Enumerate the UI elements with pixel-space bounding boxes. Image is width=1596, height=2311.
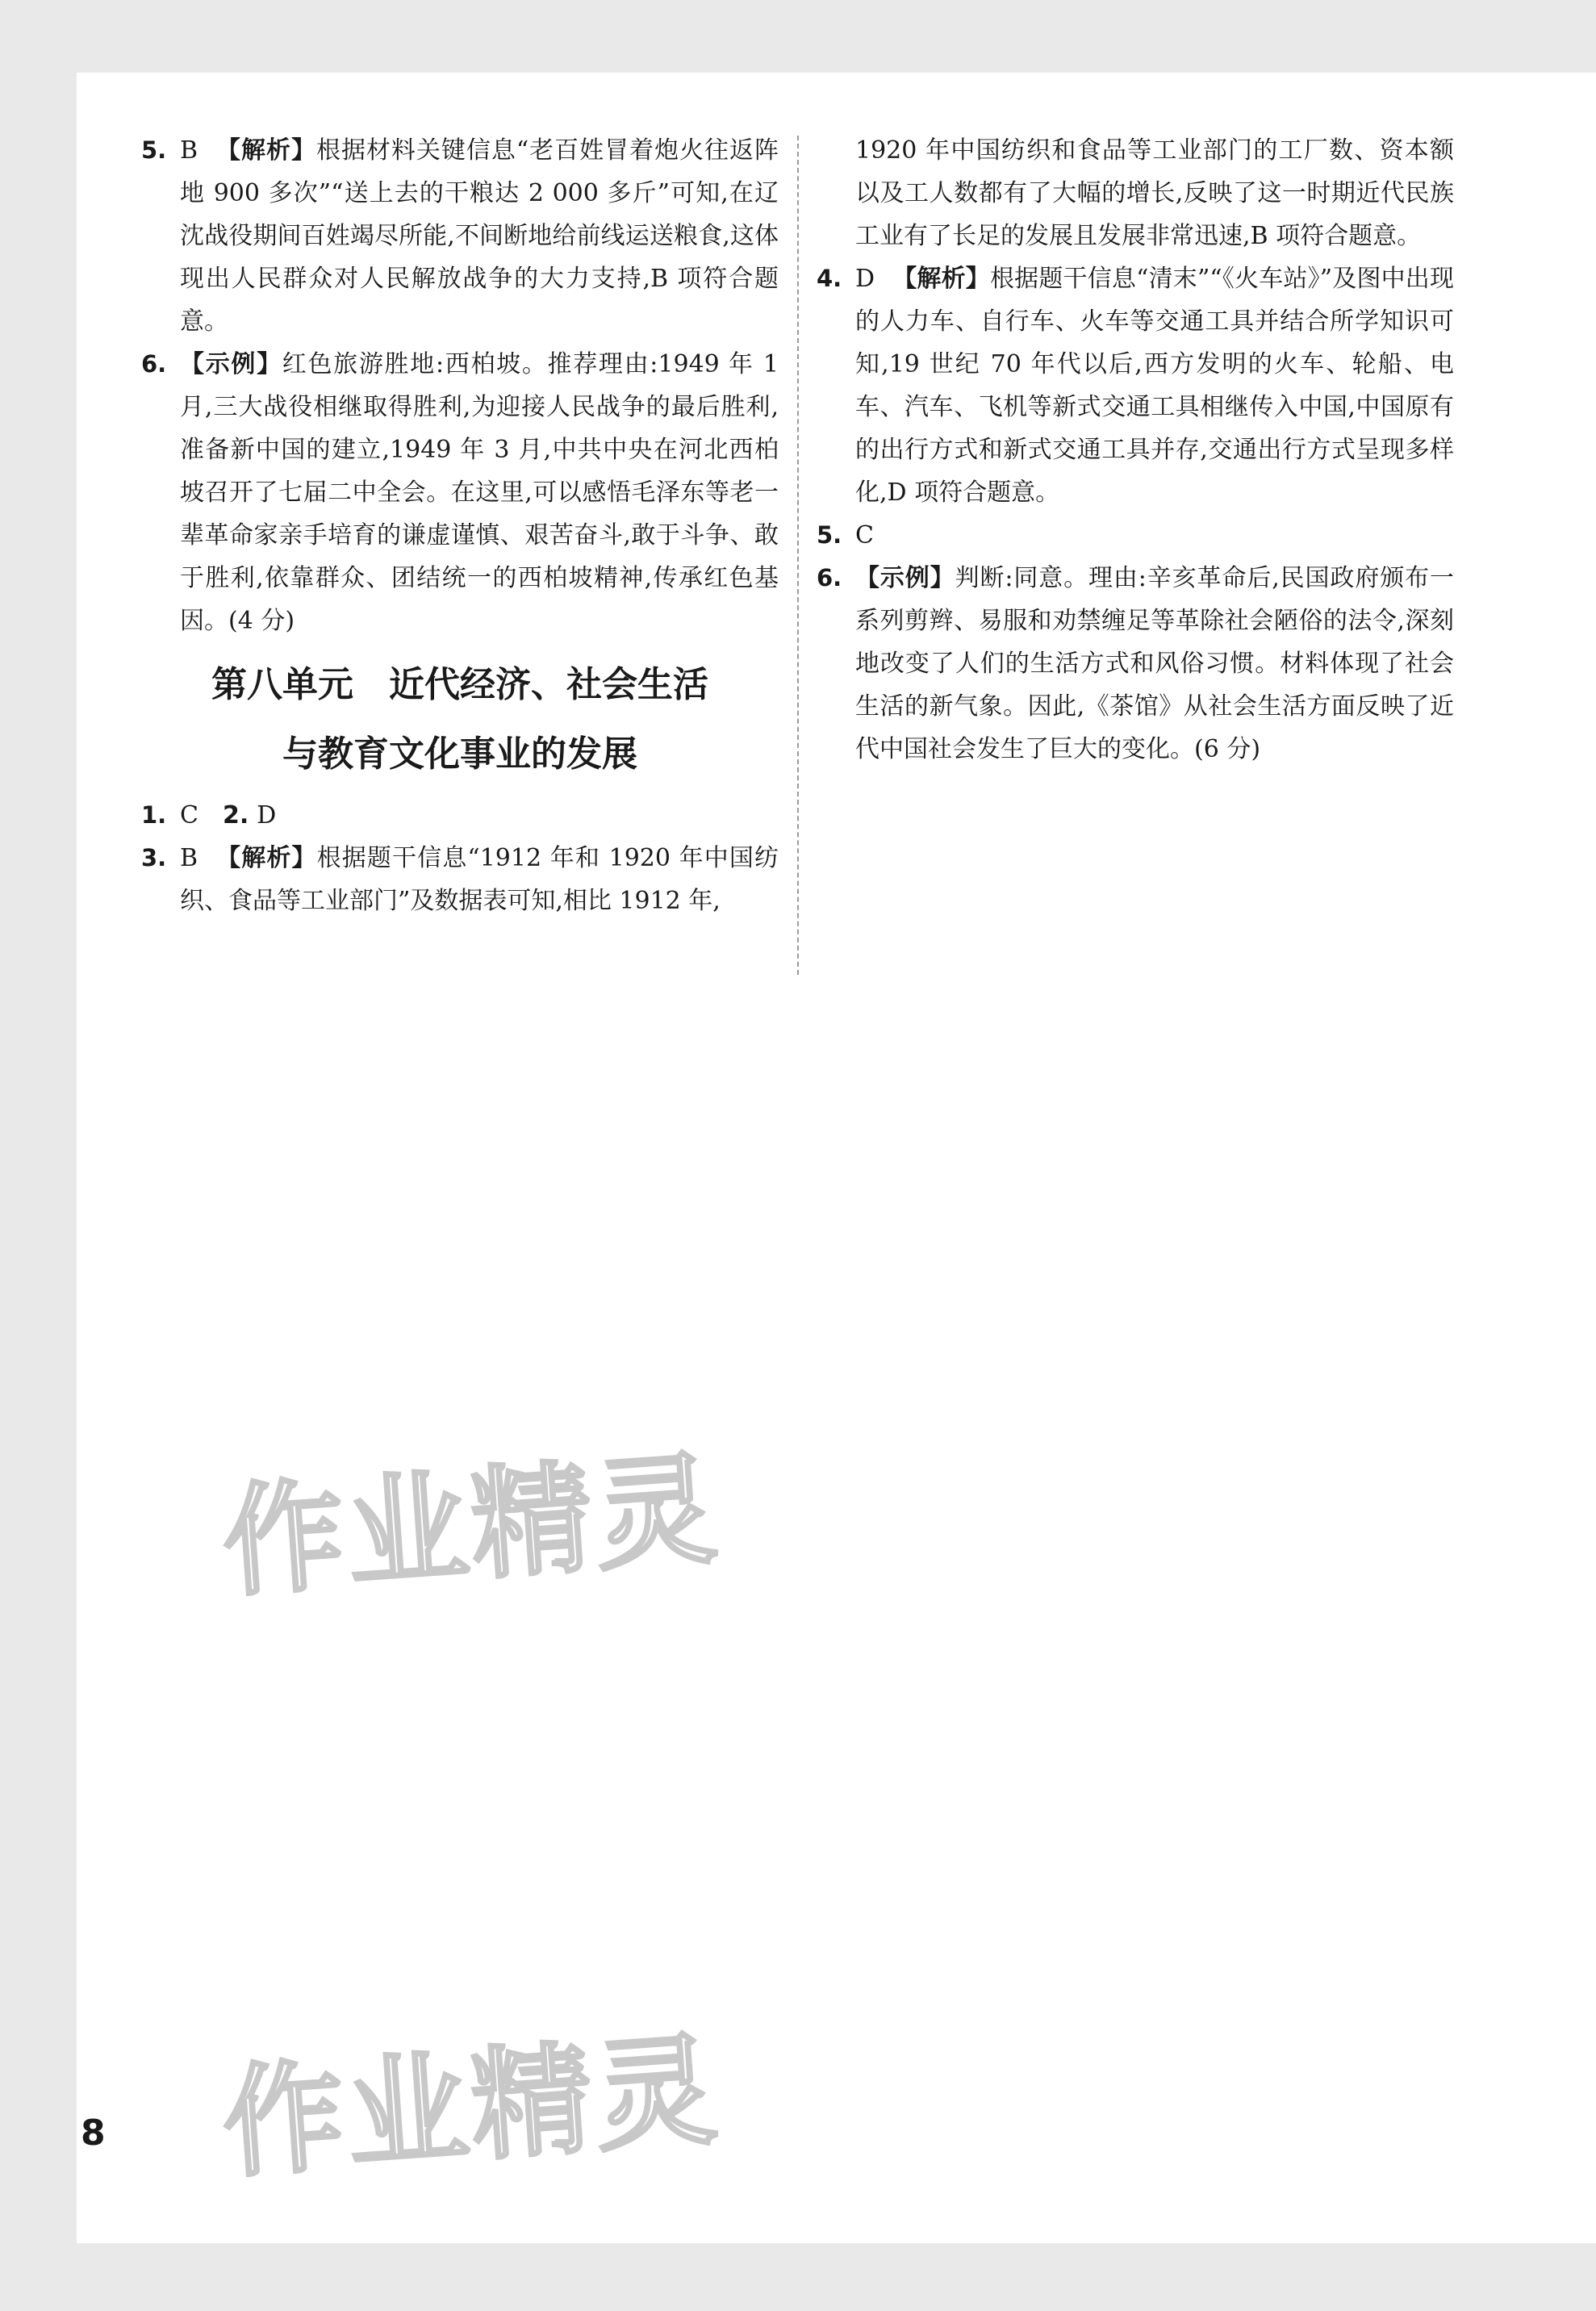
item-text: 红色旅游胜地:西柏坡。推荐理由:1949 年 1 月,三大战役相继取得胜利,为迎接人民战争的最后胜利,准备新中国的建立,1949 年 3 月,中共中央在河北西柏坡召开了七届二中全会。在这里,可以感悟毛泽东等老一辈革命家亲手培育的谦虚谨慎、艰苦奋斗,敢于斗争、敢于胜利,依靠群众、团结统一的西柏坡精神,传承红色基因。(4 分) xyxy=(180,350,779,635)
item-number: 6. xyxy=(817,564,842,591)
answer-item-5 xyxy=(817,514,1454,557)
answer-item-5 xyxy=(141,129,779,343)
watermark-logo: 作业精灵 xyxy=(218,2020,725,2196)
unit-title-line-1: 第八单元 近代经济、社会生活 xyxy=(211,664,708,705)
item-answer: B xyxy=(180,844,198,872)
answer-item-3-continued xyxy=(817,129,1454,257)
item-text: 根据题干信息“清末”“《火车站》”及图中出现的人力车、自行车、火车等交通工具并结合所学知识可知,19 世纪 70 年代以后,西方发明的火车、轮船、电车、汽车、飞机等新式交通工具相继传入中国,中国原有的出行方式和新式交通工具并存,交通出行方式呈现多样化,D 项符合题意。 xyxy=(855,265,1454,507)
item-answer: D xyxy=(257,801,277,830)
item-text: 判断:同意。理由:辛亥革命后,民国政府颁布一系列剪辫、易服和劝禁缠足等革除社会陋俗的法令,深刻地改变了人们的生活方式和风俗习惯。材料体现了社会生活的新气象。因此,《茶馆》从社会生活方面反映了近代中国社会发生了巨大的变化。(6 分) xyxy=(855,564,1454,763)
item-text: 根据材料关键信息“老百姓冒着炮火往返阵地 900 多次”“送上去的干粮达 2 000 多斤”可知,在辽沈战役期间百姓竭尽所能,不间断地给前线运送粮食,这体现出人民群众对人民解放战争的大力支持,B 项符合题意。 xyxy=(180,136,779,336)
document-page xyxy=(77,73,1596,2243)
page-number: 8 xyxy=(81,2112,106,2154)
watermark-logo: 作业精灵 xyxy=(218,1439,725,1615)
item-answer: B xyxy=(180,136,198,165)
item-answer: D xyxy=(855,265,875,293)
item-number-inline: 2. xyxy=(222,801,249,830)
analysis-tag: 【解析】 xyxy=(892,265,990,293)
item-number: 5. xyxy=(817,521,842,549)
unit-title-line-2: 与教育文化事业的发展 xyxy=(282,733,637,775)
item-number: 4. xyxy=(817,265,842,292)
answer-item-6 xyxy=(141,343,779,642)
example-tag: 【示例】 xyxy=(855,564,955,592)
unit-title xyxy=(141,650,779,789)
analysis-tag: 【解析】 xyxy=(215,136,316,165)
item-text: 1920 年中国纺织和食品等工业部门的工厂数、资本额以及工人数都有了大幅的增长,反映了这一时期近代民族工业有了长足的发展且发展非常迅速,B 项符合题意。 xyxy=(855,136,1454,250)
answer-item-3 xyxy=(141,837,779,922)
item-answer: C xyxy=(855,521,874,550)
right-column xyxy=(817,129,1454,771)
answer-item-6 xyxy=(817,557,1454,771)
column-divider xyxy=(797,136,799,975)
item-number: 1. xyxy=(141,801,167,829)
analysis-tag: 【解析】 xyxy=(215,844,317,872)
item-number: 3. xyxy=(141,844,167,871)
item-text: 根据题干信息“1912 年和 1920 年中国纺织、食品等工业部门”及数据表可知,相比 1912 年, xyxy=(180,844,779,915)
example-tag: 【示例】 xyxy=(180,350,282,378)
item-number: 6. xyxy=(141,350,167,378)
item-answer: C xyxy=(180,801,198,830)
answer-item-4 xyxy=(817,257,1454,514)
left-column xyxy=(141,129,779,922)
item-number: 5. xyxy=(141,136,167,164)
answer-item-1-2 xyxy=(141,794,779,837)
